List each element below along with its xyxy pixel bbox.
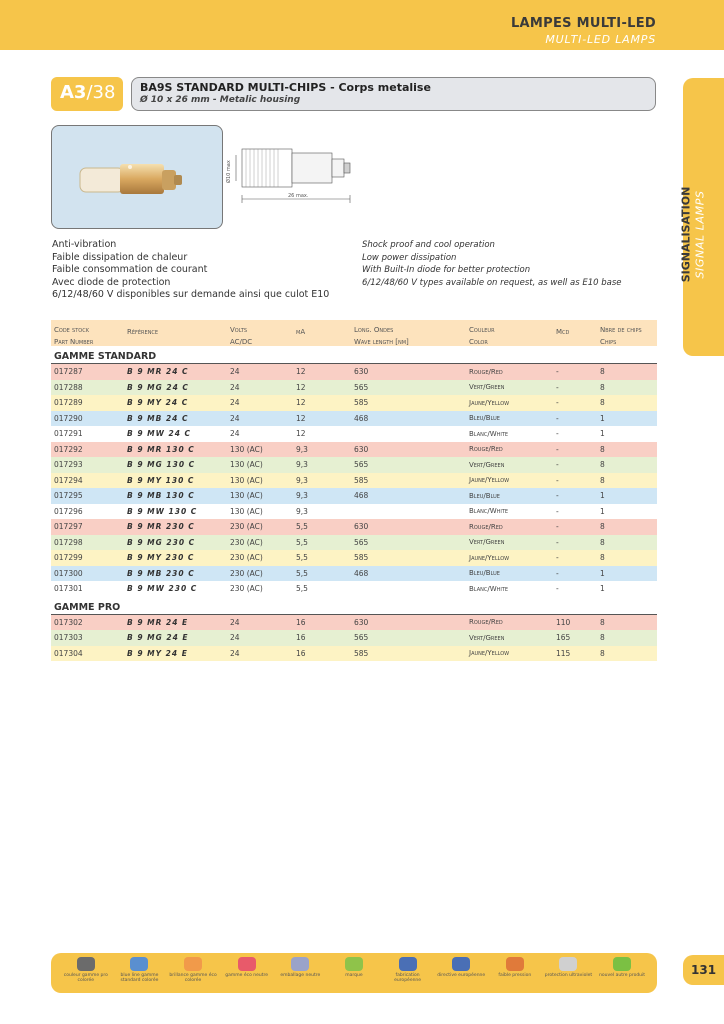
cell-ma: 5,5	[296, 568, 308, 578]
table-row[interactable]	[51, 411, 657, 427]
cell-ref: B 9 MR 230 C	[127, 522, 195, 532]
cell-color: Jaune/Yellow	[469, 476, 510, 485]
cell-mcd: -	[556, 584, 559, 594]
table-row[interactable]	[51, 550, 657, 566]
cell-mcd: -	[556, 444, 559, 454]
footer-icon-bar	[51, 953, 657, 993]
badge-label: couleur gamme pro colorée	[63, 973, 108, 983]
cell-ma: 9,3	[296, 506, 308, 516]
cell-mcd: -	[556, 460, 559, 470]
cell-volts: 24	[230, 633, 240, 643]
cell-color: Bleu/Blue	[469, 491, 500, 500]
cell-color: Bleu/Blue	[469, 569, 500, 578]
footer-badge-icon	[490, 957, 540, 978]
cell-chips: 8	[600, 553, 605, 563]
cell-mcd: -	[556, 367, 559, 377]
cell-ma: 12	[296, 429, 306, 439]
cell-color: Jaune/Yellow	[469, 553, 510, 562]
footer-badge-icon	[597, 957, 647, 978]
cell-wave: 565	[354, 382, 369, 392]
cell-ma: 5,5	[296, 553, 308, 563]
cell-ma: 16	[296, 648, 306, 658]
cell-wave: 565	[354, 460, 369, 470]
badge-label: emballage neutre	[280, 973, 321, 978]
cell-mcd: -	[556, 382, 559, 392]
table-row[interactable]	[51, 488, 657, 504]
badge-symbol-icon	[399, 957, 417, 971]
badge-label: faible pression	[498, 973, 532, 978]
cell-ref: B 9 MR 130 C	[127, 444, 195, 454]
feature-fr-1: Anti-vibration	[52, 239, 117, 250]
badge-symbol-icon	[559, 957, 577, 971]
footer-badge-icon	[275, 957, 325, 978]
cell-wave: 630	[354, 367, 369, 377]
section-subtitle: MULTI-LED LAMPS	[545, 33, 656, 46]
cell-chips: 8	[600, 633, 605, 643]
cell-mcd: -	[556, 537, 559, 547]
cell-mcd: 110	[556, 617, 571, 627]
cell-volts: 24	[230, 648, 240, 658]
cell-ma: 5,5	[296, 584, 308, 594]
cell-color: Rouge/Red	[469, 367, 503, 376]
cell-mcd: -	[556, 398, 559, 408]
header-color: Couleur Color	[469, 326, 495, 346]
cell-ref: B 9 MR 24 C	[127, 367, 189, 377]
cell-color: Vert/Green	[469, 383, 505, 392]
badge-label: protection ultraviolet	[544, 973, 593, 978]
cell-ref: B 9 MB 130 C	[127, 491, 195, 501]
cell-wave: 565	[354, 537, 369, 547]
badge-label: fabrication européenne	[394, 973, 422, 983]
badge-symbol-icon	[452, 957, 470, 971]
badge-symbol-icon	[506, 957, 524, 971]
cell-wave: 630	[354, 522, 369, 532]
cell-code: 017294	[54, 475, 83, 485]
cell-ma: 16	[296, 617, 306, 627]
cell-color: Vert/Green	[469, 538, 505, 547]
table-row[interactable]	[51, 380, 657, 396]
cell-chips: 1	[600, 413, 605, 423]
cell-code: 017302	[54, 617, 83, 627]
badge-symbol-icon	[130, 957, 148, 971]
cell-mcd: -	[556, 413, 559, 423]
cell-code: 017301	[54, 584, 83, 594]
cell-wave: 585	[354, 475, 369, 485]
cell-mcd: -	[556, 506, 559, 516]
cell-ref: B 9 MW 24 C	[127, 429, 192, 439]
feature-en-4: 6/12/48/60 V types available on request, as well as E10 base	[362, 277, 622, 288]
cell-code: 017287	[54, 367, 83, 377]
badge-label: nouvel autre produit	[599, 973, 646, 978]
header-chips: Nbre de chips Chips	[600, 326, 642, 346]
cell-chips: 1	[600, 429, 605, 439]
cell-ma: 16	[296, 633, 306, 643]
footer-badge-icon	[168, 957, 218, 983]
section-heading: GAMME STANDARD	[51, 346, 657, 364]
cell-color: Bleu/Blue	[469, 414, 500, 423]
cell-mcd: -	[556, 429, 559, 439]
product-title: BA9S STANDARD MULTI-CHIPS - Corps metalise	[140, 81, 431, 94]
cell-code: 017304	[54, 648, 83, 658]
cell-ref: B 9 MG 24 C	[127, 382, 189, 392]
cell-chips: 8	[600, 367, 605, 377]
cell-ma: 5,5	[296, 537, 308, 547]
badge-label: gamme éco neutre	[225, 973, 269, 978]
cell-mcd: -	[556, 475, 559, 485]
drawing-length-label: 26 max.	[288, 193, 309, 199]
cell-wave: 630	[354, 617, 369, 627]
badge-label: directive européenne	[437, 973, 486, 978]
cell-volts: 130 (AC)	[230, 460, 263, 470]
badge-symbol-icon	[291, 957, 309, 971]
product-table	[51, 320, 657, 661]
cell-volts: 24	[230, 429, 240, 439]
cell-code: 017299	[54, 553, 83, 563]
cell-ref: B 9 MR 24 E	[127, 617, 189, 627]
table-row[interactable]	[51, 504, 657, 520]
table-row[interactable]	[51, 442, 657, 458]
header-ma: mA	[296, 328, 306, 336]
cell-wave: 468	[354, 413, 369, 423]
cell-volts: 130 (AC)	[230, 444, 263, 454]
cell-wave: 585	[354, 553, 369, 563]
badge-page: /38	[86, 82, 116, 103]
table-row[interactable]	[51, 535, 657, 551]
cell-volts: 24	[230, 367, 240, 377]
technical-drawing	[226, 133, 362, 213]
cell-mcd: -	[556, 568, 559, 578]
cell-color: Blanc/White	[469, 584, 509, 593]
cell-code: 017290	[54, 413, 83, 423]
cell-chips: 8	[600, 648, 605, 658]
cell-chips: 8	[600, 617, 605, 627]
cell-wave: 585	[354, 398, 369, 408]
cell-code: 017289	[54, 398, 83, 408]
cell-ma: 12	[296, 398, 306, 408]
cell-ma: 9,3	[296, 491, 308, 501]
footer-badge-icon	[436, 957, 486, 978]
badge-symbol-icon	[238, 957, 256, 971]
cell-color: Blanc/White	[469, 507, 509, 516]
cell-ma: 9,3	[296, 460, 308, 470]
cell-ma: 9,3	[296, 444, 308, 454]
cell-volts: 230 (AC)	[230, 553, 263, 563]
section-heading: GAMME PRO	[51, 597, 657, 615]
table-body	[51, 346, 657, 661]
product-subtitle: Ø 10 x 26 mm - Metalic housing	[140, 95, 301, 105]
feature-fr-5: 6/12/48/60 V disponibles sur demande ainsi que culot E10	[52, 289, 330, 301]
drawing-diameter-label: Ø10 max	[226, 160, 232, 183]
header-part-number: Code stock Part Number	[54, 326, 94, 346]
cell-ref: B 9 MB 24 C	[127, 413, 189, 423]
cell-code: 017303	[54, 633, 83, 643]
cell-code: 017296	[54, 506, 83, 516]
cell-code: 017295	[54, 491, 83, 501]
badge-code: A3	[60, 82, 87, 103]
badge-label: marque	[345, 973, 363, 978]
table-row[interactable]	[51, 364, 657, 380]
cell-chips: 1	[600, 506, 605, 516]
cell-chips: 8	[600, 475, 605, 485]
cell-ma: 12	[296, 367, 306, 377]
page-number: 131	[683, 955, 724, 985]
cell-wave: 468	[354, 491, 369, 501]
header-reference: Référence	[127, 328, 159, 336]
cell-volts: 230 (AC)	[230, 537, 263, 547]
cell-volts: 230 (AC)	[230, 584, 263, 594]
feature-fr-2: Faible dissipation de chaleur	[52, 251, 188, 263]
footer-badge-icon	[329, 957, 379, 978]
cell-wave: 630	[354, 444, 369, 454]
header-wavelength: Long. Ondes Wave length [nm]	[354, 326, 409, 346]
features-french	[52, 239, 329, 302]
badge-symbol-icon	[184, 957, 202, 971]
cell-mcd: 165	[556, 633, 571, 643]
lamp-photo-image	[52, 126, 224, 230]
table-row[interactable]	[51, 615, 657, 631]
cell-chips: 8	[600, 460, 605, 470]
table-row[interactable]	[51, 395, 657, 411]
cell-code: 017297	[54, 522, 83, 532]
cell-mcd: -	[556, 522, 559, 532]
product-photo	[51, 125, 223, 229]
table-row[interactable]	[51, 473, 657, 489]
badge-symbol-icon	[77, 957, 95, 971]
section-title: LAMPES MULTI-LED	[510, 16, 656, 31]
cell-chips: 8	[600, 537, 605, 547]
cell-ma: 9,3	[296, 475, 308, 485]
cell-volts: 24	[230, 398, 240, 408]
table-row[interactable]	[51, 426, 657, 442]
cell-code: 017293	[54, 460, 83, 470]
cell-chips: 1	[600, 491, 605, 501]
feature-en-1: Shock proof and cool operation	[362, 240, 495, 250]
cell-mcd: -	[556, 491, 559, 501]
cell-ref: B 9 MY 230 C	[127, 553, 195, 563]
cell-ref: B 9 MW 130 C	[127, 506, 198, 516]
header-volts: Volts AC/DC	[230, 326, 253, 346]
footer-badge-icon	[543, 957, 593, 978]
cell-mcd: -	[556, 553, 559, 563]
cell-code: 017291	[54, 429, 83, 439]
cell-volts: 130 (AC)	[230, 491, 263, 501]
cell-ref: B 9 MY 24 E	[127, 648, 188, 658]
feature-en-2: Low power dissipation	[362, 252, 457, 263]
cell-ref: B 9 MG 130 C	[127, 460, 196, 470]
footer-badge-icon	[383, 957, 433, 983]
cell-ma: 12	[296, 413, 306, 423]
cell-code: 017298	[54, 537, 83, 547]
badge-symbol-icon	[613, 957, 631, 971]
cell-color: Rouge/Red	[469, 445, 503, 454]
cell-chips: 1	[600, 584, 605, 594]
badge-label: brillance gamme éco colorée	[169, 973, 217, 983]
cell-chips: 8	[600, 382, 605, 392]
cell-ref: B 9 MY 130 C	[127, 475, 195, 485]
table-row[interactable]	[51, 646, 657, 662]
feature-en-3: With Built-In diode for better protection	[362, 265, 531, 276]
cell-code: 017300	[54, 568, 83, 578]
cell-color: Vert/Green	[469, 460, 505, 469]
cell-volts: 230 (AC)	[230, 522, 263, 532]
cell-ref: B 9 MG 24 E	[127, 633, 189, 643]
cell-ref: B 9 MW 230 C	[127, 584, 198, 594]
cell-wave: 468	[354, 568, 369, 578]
header-mcd: Mcd	[556, 328, 570, 336]
cell-volts: 130 (AC)	[230, 475, 263, 485]
cell-chips: 8	[600, 522, 605, 532]
table-row[interactable]	[51, 581, 657, 597]
top-banner	[0, 0, 724, 50]
cell-volts: 24	[230, 382, 240, 392]
footer-badge-icon	[222, 957, 272, 978]
footer-badge-icon	[114, 957, 164, 983]
cell-ref: B 9 MY 24 C	[127, 398, 189, 408]
cell-ma: 5,5	[296, 522, 308, 532]
cell-color: Vert/Green	[469, 633, 505, 642]
table-row[interactable]	[51, 519, 657, 535]
cell-ref: B 9 MG 230 C	[127, 537, 196, 547]
cell-code: 017292	[54, 444, 83, 454]
cell-volts: 130 (AC)	[230, 506, 263, 516]
cell-volts: 230 (AC)	[230, 568, 263, 578]
cell-chips: 8	[600, 444, 605, 454]
cell-ref: B 9 MB 230 C	[127, 568, 195, 578]
cell-color: Rouge/Red	[469, 522, 503, 531]
cell-chips: 8	[600, 398, 605, 408]
cell-volts: 24	[230, 617, 240, 627]
cell-chips: 1	[600, 568, 605, 578]
footer-badge-icon	[61, 957, 111, 983]
product-code-badge	[51, 77, 123, 111]
side-tab[interactable]: SIGNALISATION SIGNAL LAMPS	[683, 78, 724, 356]
cell-volts: 24	[230, 413, 240, 423]
table-header	[51, 320, 657, 346]
cell-wave: 565	[354, 633, 369, 643]
table-row[interactable]	[51, 457, 657, 473]
cell-mcd: 115	[556, 648, 571, 658]
cell-color: Jaune/Yellow	[469, 398, 510, 407]
features-english	[362, 239, 621, 289]
cell-wave: 585	[354, 648, 369, 658]
table-row[interactable]	[51, 630, 657, 646]
product-title-box	[131, 77, 656, 111]
badge-label: blue line gamme standard colorée	[120, 973, 159, 983]
feature-fr-3: Faible consommation de courant	[52, 264, 208, 276]
table-row[interactable]	[51, 566, 657, 582]
cell-ma: 12	[296, 382, 306, 392]
cell-color: Jaune/Yellow	[469, 649, 510, 658]
cell-color: Blanc/White	[469, 429, 509, 438]
badge-symbol-icon	[345, 957, 363, 971]
cell-code: 017288	[54, 382, 83, 392]
cell-color: Rouge/Red	[469, 618, 503, 627]
feature-fr-4: Avec diode de protection	[52, 276, 171, 288]
